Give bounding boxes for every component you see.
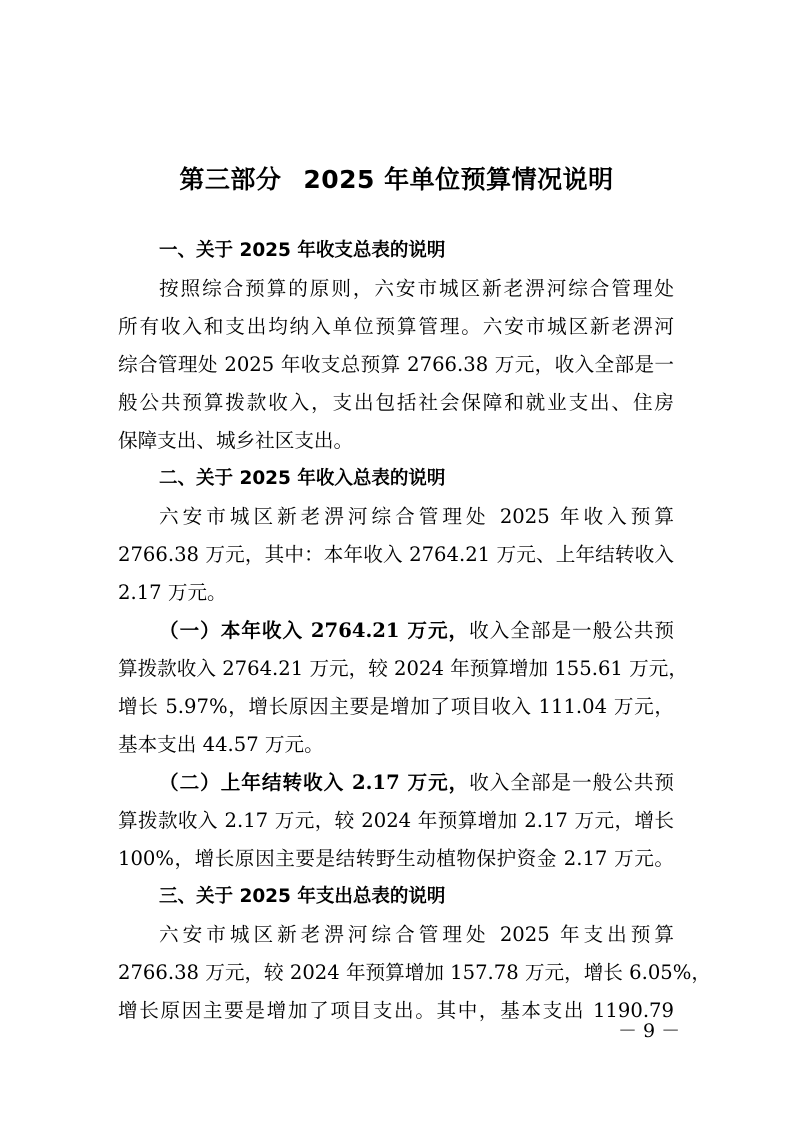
paragraph-line: 2766.38 万元，其中：本年收入 2764.21 万元、上年结转收入 [118,543,674,566]
paragraph-line: 般公共预算拨款收入，支出包括社会保障和就业支出、住房 [118,391,674,414]
paragraph-line: 保障支出、城乡社区支出。 [118,429,354,452]
subsection-heading-current-income: （一）本年收入 2764.21 万元， [159,619,470,642]
paragraph-line: 六安市城区新老淠河综合管理处 2025 年支出预算 [159,923,674,946]
paragraph-line: 2.17 万元。 [118,581,227,604]
paragraph-line: 按照综合预算的原则，六安市城区新老淠河综合管理处 [159,277,674,300]
section-heading-2: 二、关于 2025 年收入总表的说明 [159,468,446,489]
paragraph-line: 基本支出 44.57 万元。 [118,733,324,756]
page-title [0,160,793,196]
section-heading-3: 三、关于 2025 年支出总表的说明 [159,886,446,907]
subsection-heading-carryover-income: （二）上年结转收入 2.17 万元， [159,771,470,794]
page-number: － 9 － [618,1020,681,1042]
paragraph-line: 综合管理处 2025 年收支总预算 2766.38 万元，收入全部是一 [118,353,674,376]
paragraph-line [118,612,674,650]
paragraph-line: 增长 5.97%，增长原因主要是增加了项目收入 111.04 万元， [118,695,674,718]
paragraph-line: 所有收入和支出均纳入单位预算管理。六安市城区新老淠河 [118,315,674,338]
title-part: 第三部分 [179,165,282,194]
paragraph-line [118,764,674,802]
paragraph-line: 增长原因主要是增加了项目支出。其中，基本支出 1190.79 [118,999,674,1022]
paragraph-text: 收入全部是一般公共预 [469,619,675,642]
paragraph-text: 收入全部是一般公共预 [469,771,675,794]
paragraph-line: 100%，增长原因主要是结转野生动植物保护资金 2.17 万元。 [118,847,674,870]
paragraph-line: 算拨款收入 2764.21 万元，较 2024 年预算增加 155.61 万元， [118,657,688,680]
title-text: 2025 年单位预算情况说明 [303,165,614,194]
paragraph-line: 六安市城区新老淠河综合管理处 2025 年收入预算 [159,505,674,528]
paragraph-line: 2766.38 万元，较 2024 年预算增加 157.78 万元，增长 6.05%， [118,961,711,984]
section-heading-1: 一、关于 2025 年收支总表的说明 [159,240,446,261]
document-body [118,232,711,1030]
paragraph-line: 算拨款收入 2.17 万元，较 2024 年预算增加 2.17 万元，增长 [118,809,674,832]
